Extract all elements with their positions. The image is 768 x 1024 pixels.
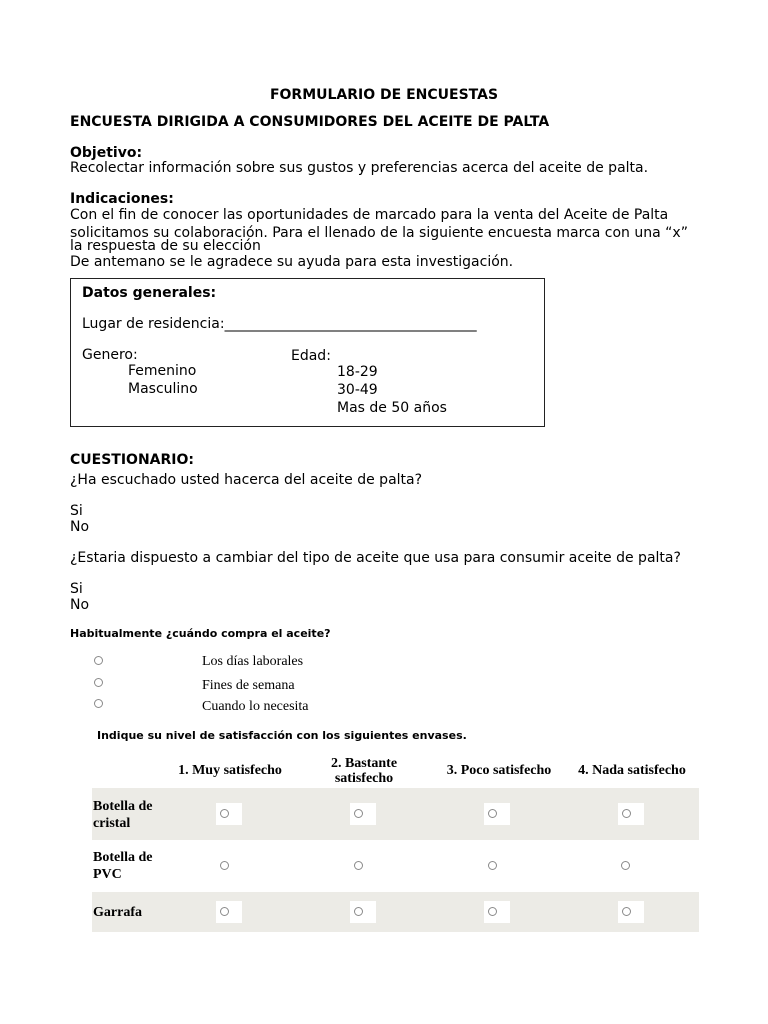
row-label-garrafa: Garrafa (93, 905, 142, 920)
edad-option-30-49[interactable]: 30-49 (337, 382, 378, 398)
page-title: FORMULARIO DE ENCUESTAS (269, 87, 499, 103)
row-label-pvc: Botella de PVC (93, 850, 153, 882)
row-label-cristal: Botella de cristal (93, 799, 153, 831)
compra-radio-fines[interactable] (94, 678, 103, 687)
q2-option-no[interactable]: No (70, 597, 90, 613)
indicaciones-line-1: Con el fin de conocer las oportunidades de marcado para la venta del Aceite de Palta (70, 207, 669, 223)
residencia-field[interactable] (82, 316, 477, 332)
col-header-poco: 3. Poco satisfecho (446, 763, 552, 778)
q2-option-si[interactable]: Si (70, 581, 83, 597)
genero-label: Genero: (82, 347, 138, 363)
compra-radio-necesita[interactable] (94, 699, 103, 708)
edad-option-18-29[interactable]: 18-29 (337, 364, 378, 380)
objetivo-text: Recolectar información sobre sus gustos y preferencias acerca del aceite de palta. (70, 160, 649, 176)
col-header-nada: 4. Nada satisfecho (578, 763, 686, 778)
genero-option-masculino[interactable]: Masculino (128, 381, 198, 397)
radio-pvc-muy[interactable] (220, 861, 229, 870)
q1-option-si[interactable]: Si (70, 503, 83, 519)
edad-label: Edad: (291, 348, 331, 364)
radio-garrafa-poco[interactable] (484, 901, 510, 923)
col-header-bastante: 2. Bastante satisfecho (330, 756, 398, 786)
radio-pvc-poco[interactable] (488, 861, 497, 870)
radio-cristal-muy[interactable] (216, 803, 242, 825)
indicaciones-label: Indicaciones: (70, 191, 174, 207)
radio-cristal-poco[interactable] (484, 803, 510, 825)
survey-subtitle: ENCUESTA DIRIGIDA A CONSUMIDORES DEL ACEITE DE PALTA (70, 114, 550, 130)
edad-option-50-plus[interactable]: Mas de 50 años (337, 400, 447, 416)
q1-option-no[interactable]: No (70, 519, 90, 535)
table-row (92, 892, 699, 932)
radio-cristal-nada[interactable] (618, 803, 644, 825)
indicaciones-line-3: la respuesta de su elección (70, 238, 261, 254)
question-1: ¿Ha escuchado usted hacerca del aceite de palta? (70, 472, 423, 488)
radio-pvc-nada[interactable] (621, 861, 630, 870)
satisfaccion-table (92, 752, 699, 932)
radio-garrafa-nada[interactable] (618, 901, 644, 923)
radio-pvc-bastante[interactable] (354, 861, 363, 870)
question-2: ¿Estaria dispuesto a cambiar del tipo de aceite que usa para consumir aceite de palta? (70, 550, 681, 566)
radio-garrafa-bastante[interactable] (350, 901, 376, 923)
indicaciones-line-2: solicitamos su colaboración. Para el llenado de la siguiente encuesta marca con una “x” (70, 225, 688, 241)
compra-option-fines: Fines de semana (202, 678, 295, 693)
cuestionario-label: CUESTIONARIO: (70, 452, 194, 468)
residencia-label: Lugar de residencia: (82, 316, 225, 332)
table-row (92, 840, 699, 892)
compra-option-necesita: Cuando lo necesita (202, 699, 309, 714)
radio-garrafa-muy[interactable] (216, 901, 242, 923)
datos-generales-title: Datos generales: (82, 285, 217, 301)
compra-option-laborales: Los días laborales (202, 654, 304, 669)
indicaciones-line-4: De antemano se le agradece su ayuda para esta investigación. (70, 254, 514, 270)
table-row (92, 788, 699, 840)
objetivo-label: Objetivo: (70, 145, 143, 161)
satisfaccion-question: Indique su nivel de satisfacción con los siguientes envases. (97, 729, 467, 742)
residencia-blank[interactable]: ____________________________________ (224, 316, 477, 332)
radio-cristal-bastante[interactable] (350, 803, 376, 825)
genero-option-femenino[interactable]: Femenino (128, 363, 197, 379)
datos-generales-box (70, 278, 545, 427)
col-header-muy: 1. Muy satisfecho (178, 763, 282, 778)
compra-question: Habitualmente ¿cuándo compra el aceite? (70, 627, 331, 640)
compra-radio-laborales[interactable] (94, 656, 103, 665)
